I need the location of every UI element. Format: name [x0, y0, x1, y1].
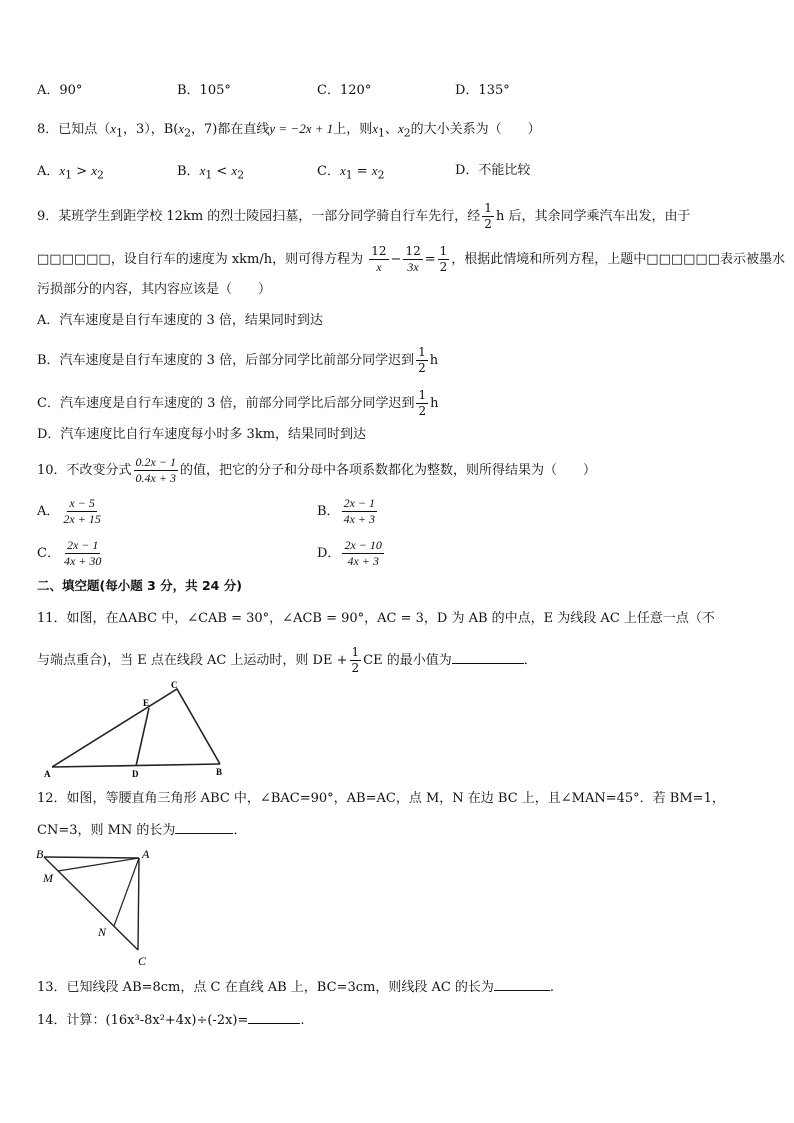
- q11-triangle-figure: [40, 680, 240, 780]
- q9-line-2: □□□□□□，设自行车的速度为 xkm/h，则可得方程为 $\frac{12}{x}$ − $\frac{12}{3x}$ = $\frac{1}{2}$ ，根据此情境和所列方程，上题中□□□□□□表示被墨水: [37, 244, 785, 274]
- answer-blank: [248, 1011, 300, 1024]
- q14-stem: 14．计算：(16x³-8x²+4x)÷(-2x)= .: [37, 1013, 305, 1028]
- answer-blank: [494, 978, 550, 991]
- q7-option-d: D．135°: [455, 83, 510, 98]
- label-c: C: [171, 680, 178, 690]
- q7-option-b: B．105°: [177, 83, 231, 98]
- q12-triangle-figure: [34, 844, 164, 970]
- label-b: B: [216, 767, 223, 777]
- q13-stem: 13．已知线段 AB=8cm，点 C 在直线 AB 上，BC=3cm，则线段 AC 的长为 .: [37, 980, 555, 995]
- q12-line-2: CN=3，则 MN 的长为 ．: [37, 823, 247, 838]
- q8-option-a: A．$x_1 > x_2$: [37, 163, 104, 182]
- q9-option-c: C．汽车速度是自行车速度的 3 倍，前部分同学比后部分同学迟到 $\frac{1}{2}$ h: [37, 388, 439, 418]
- q10-option-c: C． $\frac{2x - 1}{4x + 30}$: [37, 538, 102, 568]
- segment-ba: [44, 857, 139, 858]
- label-n: N: [98, 925, 107, 939]
- q7-option-a: A．90°: [37, 83, 83, 98]
- q12-line-1: 12．如图，等腰直角三角形 ABC 中，∠BAC=90°，AB=AC，点 M，N 在边 BC 上，且∠MAN=45°．若 BM=1，: [37, 791, 725, 806]
- segment-an: [114, 858, 139, 926]
- q9-option-a: A．汽车速度是自行车速度的 3 倍，结果同时到达: [37, 313, 323, 328]
- segment-ac: [138, 858, 139, 950]
- q9-option-d: D．汽车速度比自行车速度每小时多 3km，结果同时到达: [37, 427, 367, 442]
- segment-am: [58, 858, 139, 871]
- section-heading-fill-in: 二、填空题(每小题 3 分，共 24 分): [37, 578, 242, 593]
- label-m: M: [43, 871, 53, 885]
- answer-blank: [175, 821, 233, 834]
- q9-option-b: B．汽车速度是自行车速度的 3 倍，后部分同学比前部分同学迟到 $\frac{1}{2}$ h: [37, 345, 439, 375]
- label-c: C: [138, 954, 147, 968]
- segment-de: [136, 708, 149, 766]
- label-a: A: [44, 769, 51, 779]
- q8-option-d: D．不能比较: [455, 163, 531, 178]
- label-b: B: [36, 847, 44, 861]
- q8-stem: 8．已知点（$x_1$，3），$B(x_2$，7)都在直线y = −2x + 1上，则$x_1$、$x_2$的大小关系为（ ）: [37, 121, 541, 140]
- q8-option-b: B．$x_1 < x_2$: [177, 163, 245, 182]
- q8-option-c: C．$x_1 = x_2$: [317, 163, 385, 182]
- q11-line-2: 与端点重合)，当 E 点在线段 AC 上运动时，则 DE + $\frac{1}{2}$ CE 的最小值为 ．: [37, 645, 537, 675]
- q9-line-1: 9．某班学生到距学校 12km 的烈士陵园扫墓，一部分同学骑自行车先行，经 $\frac{1}{2}$ h 后，其余同学乘汽车出发，由于: [37, 201, 691, 231]
- q9-line-3: 污损部分的内容，其内容应该是（ ）: [37, 282, 272, 297]
- q7-option-c: C．120°: [317, 83, 372, 98]
- answer-blank: [452, 651, 524, 664]
- label-e: E: [143, 698, 150, 708]
- q11-line-1: 11．如图，在ΔABC 中，∠CAB = 30°，∠ACB = 90°，AC = 3，D 为 AB 的中点，E 为线段 AC 上任意一点（不: [37, 611, 715, 626]
- q10-option-b: B． $\frac{2x - 1}{4x + 3}$: [317, 496, 375, 526]
- q10-option-d: D． $\frac{2x - 10}{4x + 3}$: [317, 538, 382, 568]
- fraction-half: $\frac{1}{2}$: [484, 201, 492, 231]
- label-d: D: [132, 769, 139, 779]
- q10-stem: 10．不改变分式 $\frac{0.2x - 1}{0.4x + 3}$ 的值，把它的分子和分母中各项系数都化为整数，则所得结果为（ ）: [37, 455, 596, 485]
- label-a: A: [142, 847, 150, 861]
- q10-option-a: A． $\frac{x - 5}{2x + 15}$: [37, 496, 101, 526]
- triangle-abc: [52, 689, 220, 767]
